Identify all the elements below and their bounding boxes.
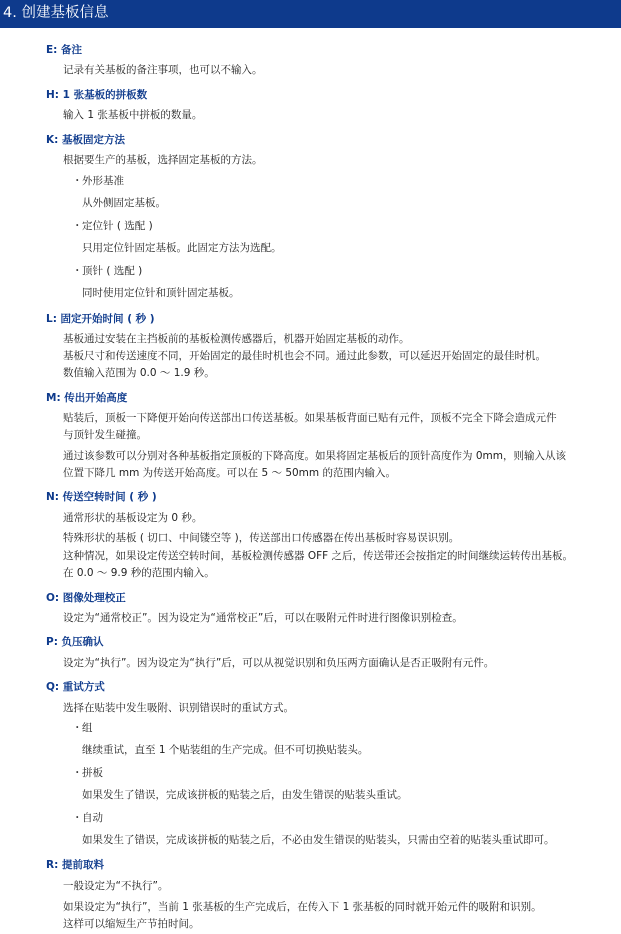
desc-line: 基板通过安装在主挡板前的基板检测传感器后，机器开始固定基板的动作。 — [63, 333, 410, 345]
bullet-icon: ・ — [72, 220, 83, 232]
term-k: K: 基板固定方法 — [46, 134, 125, 146]
option-label: 顶针 ( 选配 ) — [82, 265, 143, 277]
option-item — [72, 219, 153, 233]
desc-line: 记录有关基板的备注事项，也可以不输入。 — [63, 64, 263, 76]
desc-line: 这样可以缩短生产节拍时间。 — [63, 918, 200, 930]
desc-line: 在 0.0 ～ 9.9 秒的范围内输入。 — [63, 567, 215, 579]
desc-line: 如果设定为“执行”，当前 1 张基板的生产完成后，在传入下 1 张基板的同时就开始元件的吸附和识别。 — [63, 901, 542, 913]
option-item — [72, 721, 93, 735]
term-q: Q: 重试方式 — [46, 681, 105, 693]
option-item — [72, 811, 103, 825]
desc-line: 贴装后，顶板一下降便开始向传送部出口传送基板。如果基板背面已贴有元件，顶板不完全下降会造成元件 — [63, 412, 557, 424]
option-label: 外形基准 — [82, 175, 124, 187]
option-desc: 如果发生了错误，完成该拼板的贴装之后，由发生错误的贴装头重试。 — [82, 789, 408, 801]
desc-line: 根据要生产的基板，选择固定基板的方法。 — [63, 154, 263, 166]
desc-line: 选择在贴装中发生吸附、识别错误时的重试方式。 — [63, 702, 294, 714]
term-n: N: 传送空转时间 ( 秒 ) — [46, 491, 157, 503]
term-h: H: 1 张基板的拼板数 — [46, 89, 148, 101]
bullet-icon: ・ — [72, 265, 83, 277]
bullet-icon: ・ — [72, 175, 83, 187]
desc-line: 位置下降几 mm 为传送开始高度。可以在 5 ～ 50mm 的范围内输入。 — [63, 467, 396, 479]
term-e: E: 备注 — [46, 44, 83, 56]
term-l: L: 固定开始时间 ( 秒 ) — [46, 313, 155, 325]
option-label: 拼板 — [82, 767, 103, 779]
term-p: P: 负压确认 — [46, 636, 104, 648]
term-r: R: 提前取料 — [46, 859, 104, 871]
desc-line: 这种情况，如果设定传送空转时间，基板检测传感器 OFF 之后，传送带还会按指定的时间继续运转传出基板。 — [63, 550, 574, 562]
bullet-icon: ・ — [72, 767, 83, 779]
desc-line: 通常形状的基板设定为 0 秒。 — [63, 512, 203, 524]
option-desc: 只用定位针固定基板。此固定方法为选配。 — [82, 242, 282, 254]
option-desc: 同时使用定位针和顶针固定基板。 — [82, 287, 240, 299]
desc-line: 通过该参数可以分别对各种基板指定顶板的下降高度。如果将固定基板后的顶针高度作为 0mm，则输入从该 — [63, 450, 566, 462]
desc-line: 与顶针发生碰撞。 — [63, 429, 147, 441]
section-header — [0, 0, 621, 28]
desc-line: 特殊形状的基板 ( 切口、中间镂空等 )，传送部出口传感器在传出基板时容易误识别。 — [63, 532, 460, 544]
desc-line: 一般设定为“不执行”。 — [63, 880, 169, 892]
bullet-icon: ・ — [72, 722, 83, 734]
option-item — [72, 766, 103, 780]
desc-line: 基板尺寸和传送速度不同，开始固定的最佳时机也会不同。通过此参数，可以延迟开始固定的最佳时机。 — [63, 350, 546, 362]
option-label: 组 — [82, 722, 93, 734]
option-desc: 如果发生了错误，完成该拼板的贴装之后，不必由发生错误的贴装头，只需由空着的贴装头重试即可。 — [82, 834, 555, 846]
term-o: O: 图像处理校正 — [46, 592, 126, 604]
desc-line: 设定为“通常校正”。因为设定为“通常校正”后，可以在吸附元件时进行图像识别检查。 — [63, 612, 463, 624]
bullet-icon: ・ — [72, 812, 83, 824]
option-item — [72, 174, 124, 188]
desc-line: 数值输入范围为 0.0 ～ 1.9 秒。 — [63, 367, 215, 379]
option-label: 定位针 ( 选配 ) — [82, 220, 153, 232]
section-title: 4. 创建基板信息 — [3, 5, 109, 21]
desc-line: 输入 1 张基板中拼板的数量。 — [63, 109, 203, 121]
option-desc: 继续重试，直至 1 个贴装组的生产完成。但不可切换贴装头。 — [82, 744, 369, 756]
option-label: 自动 — [82, 812, 103, 824]
term-m: M: 传出开始高度 — [46, 392, 128, 404]
desc-line: 设定为“执行”。因为设定为“执行”后，可以从视觉识别和负压两方面确认是否正吸附有元件。 — [63, 657, 495, 669]
option-item — [72, 264, 142, 278]
option-desc: 从外侧固定基板。 — [82, 197, 166, 209]
